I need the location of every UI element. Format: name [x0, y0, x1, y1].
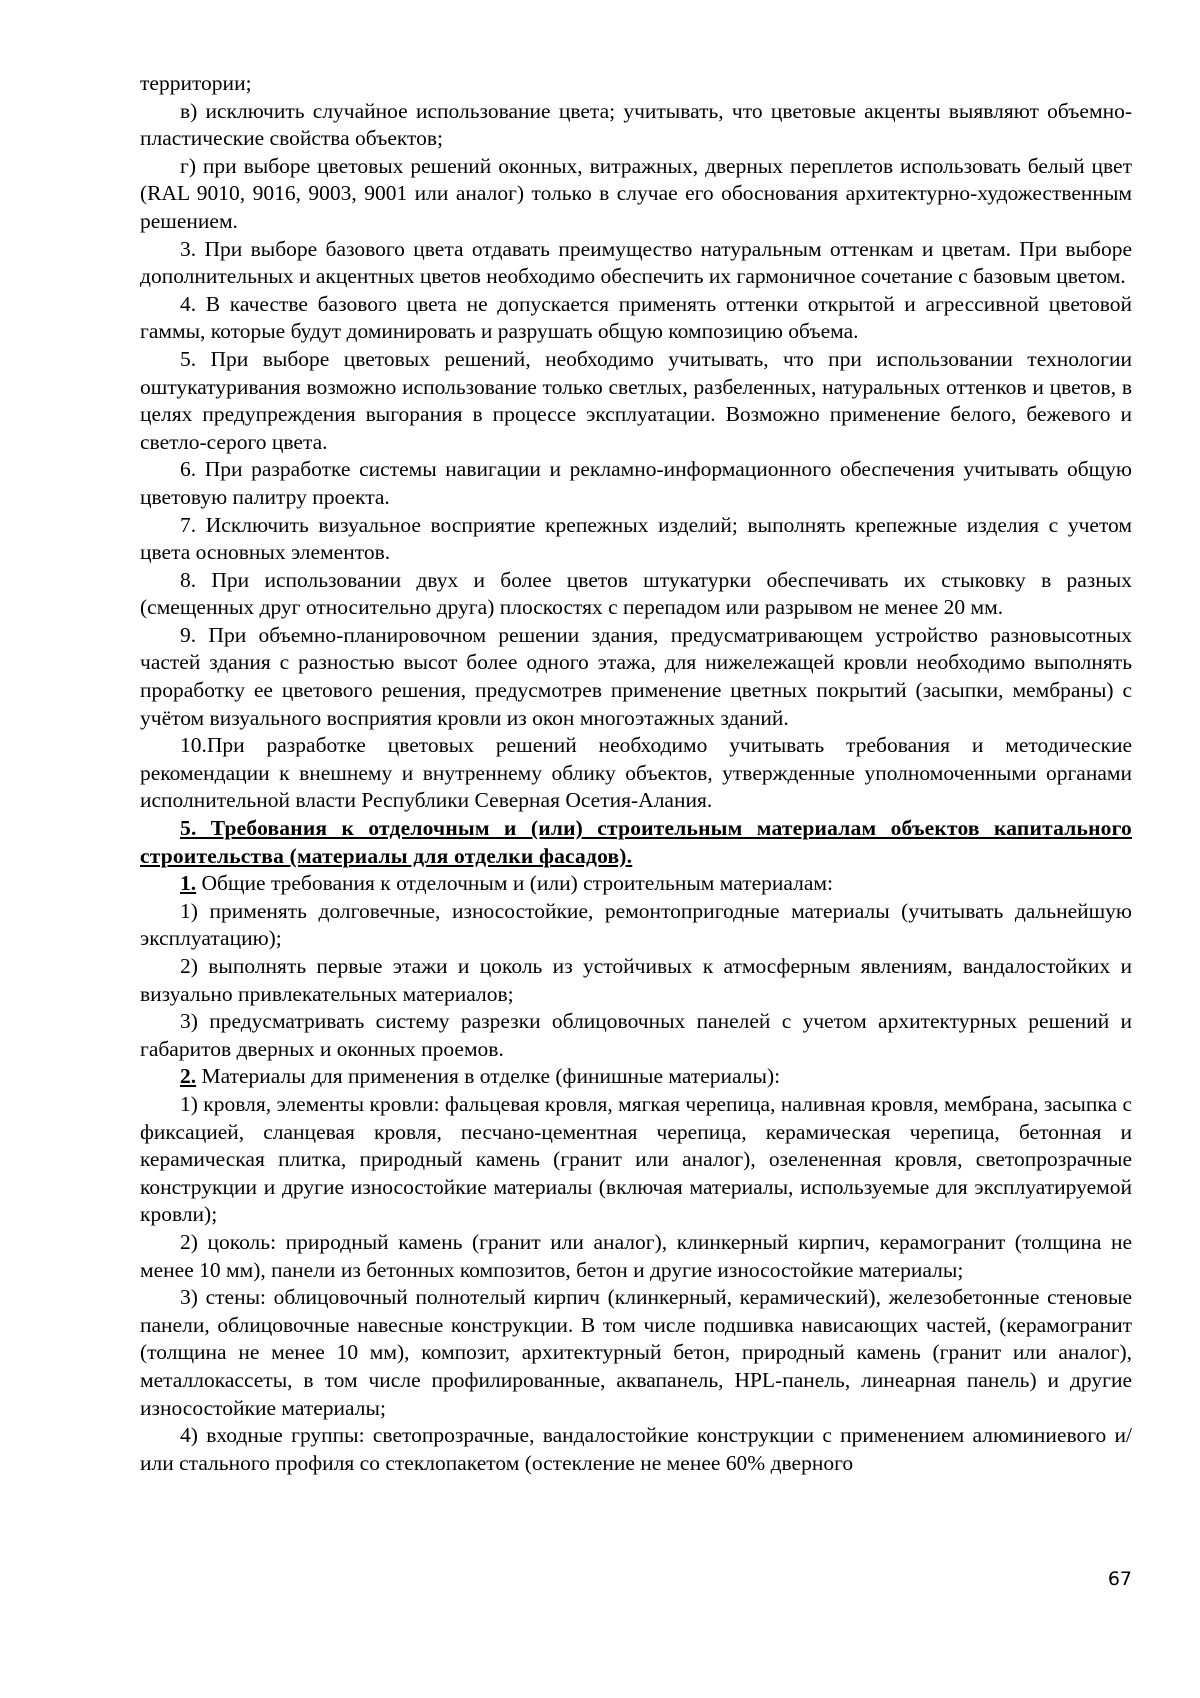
list-item: 3) стены: облицовочный полнотелый кирпич (клинкерный, керамический), железобетонные стеновые панели, облицовочные навесные конструкции. В том числе подшивка нависающих частей, (керамогранит (толщина не менее 10 мм), композит, архитектурный бетон, природный камень (гранит или аналог), металлокассеты, в том числе профилированные, аквапанель, HPL-панель, линеарная панель) и другие износостойкие материалы; [140, 1285, 1132, 1420]
paragraph: 10.При разработке цветовых решений необходимо учитывать требования и методические рекомендации к внешнему и внутреннему облику объектов, утвержденные уполномоченными органами исполнительной власти Республики Северная Осетия-Алания. [140, 733, 1132, 813]
list-item: 1) применять долговечные, износостойкие, ремонтопригодные материалы (учитывать дальнейшую эксплуатацию); [140, 898, 1132, 951]
subsection-number: 2. [180, 1064, 197, 1089]
list-item: 2) выполнять первые этажи и цоколь из устойчивых к атмосферным явлениям, вандалостойких и визуально привлекательных материалов; [140, 954, 1132, 1006]
subsection-text: Общие требования к отделочным и (или) строительным материалам: [196, 871, 833, 896]
subsection-title [140, 870, 1132, 898]
paragraph: 4. В качестве базового цвета не допускается применять оттенки открытой и агрессивной цветовой гаммы, которые будут доминировать и разрушать общую композицию объема. [140, 291, 1132, 344]
paragraph: 6. При разработке системы навигации и рекламно-информационного обеспечения учитывать общую цветовую палитру проекта. [140, 457, 1132, 509]
subsection-title [140, 1063, 1132, 1091]
paragraph: 5. При выборе цветовых решений, необходимо учитывать, что при использовании технологии оштукатуривания возможно использование только светлых, разбеленных, натуральных оттенков и цветов, в целях предупреждения выгорания в процессе эксплуатации. Возможно применение белого, бежевого и светло-серого цвета. [140, 346, 1132, 454]
section-heading: 5. Требования к отделочным и (или) строительным материалам объектов капитального строительства (материалы для отделки фасадов). [140, 816, 1132, 868]
subsection-number: 1. [180, 871, 197, 896]
paragraph: территории; [140, 71, 252, 95]
paragraph: в) исключить случайное использование цвета; учитывать, что цветовые акценты выявляют объемно-пластические свойства объектов; [140, 98, 1132, 151]
list-item: 4) входные группы: светопрозрачные, вандалостойкие конструкции с применением алюминиевого и/или стального профиля со стеклопакетом (остекление не менее 60% дверного [140, 1423, 1132, 1475]
page-number: 67 [1107, 1568, 1132, 1590]
paragraph: 7. Исключить визуальное восприятие крепежных изделий; выполнять крепежные изделия с учетом цвета основных элементов. [140, 512, 1132, 565]
paragraph: г) при выборе цветовых решений оконных, витражных, дверных переплетов использовать белый цвет (RAL 9010, 9016, 9003, 9001 или аналог) только в случае его обоснования архитектурно-художественным решением. [140, 153, 1132, 233]
list-item: 2) цоколь: природный камень (гранит или аналог), клинкерный кирпич, керамогранит (толщина не менее 10 мм), панели из бетонных композитов, бетон и другие износостойкие материалы; [140, 1229, 1132, 1282]
paragraph: 3. При выборе базового цвета отдавать преимущество натуральным оттенкам и цветам. При выборе дополнительных и акцентных цветов необходимо обеспечить их гармоничное сочетание с базовым цветом. [140, 236, 1132, 289]
paragraph: 8. При использовании двух и более цветов штукатурки обеспечивать их стыковку в разных (смещенных друг относительно друга) плоскостях с перепадом или разрывом не менее 20 мм. [140, 567, 1132, 620]
list-item: 1) кровля, элементы кровли: фальцевая кровля, мягкая черепица, наливная кровля, мембрана, засыпка с фиксацией, сланцевая кровля, песчано-цементная черепица, керамическая черепица, бетонная и керамическая плитка, природный камень (гранит или аналог), озелененная кровля, светопрозрачные конструкции и другие износостойкие материалы (включая материалы, используемые для эксплуатируемой кровли); [140, 1091, 1132, 1227]
list-item: 3) предусматривать систему разрезки облицовочных панелей с учетом архитектурных решений и габаритов дверных и оконных проемов. [140, 1009, 1132, 1061]
subsection-text: Материалы для применения в отделке (финишные материалы): [196, 1064, 781, 1089]
document-page [140, 70, 1132, 1477]
paragraph: 9. При объемно-планировочном решении здания, предусматривающем устройство разновысотных частей здания с разностью высот более одного этажа, для нижележащей кровли необходимо выполнять проработку ее цветового решения, предусмотрев применение цветных покрытий (засыпки, мембраны) с учётом визуального восприятия кровли из окон многоэтажных зданий. [140, 622, 1132, 730]
